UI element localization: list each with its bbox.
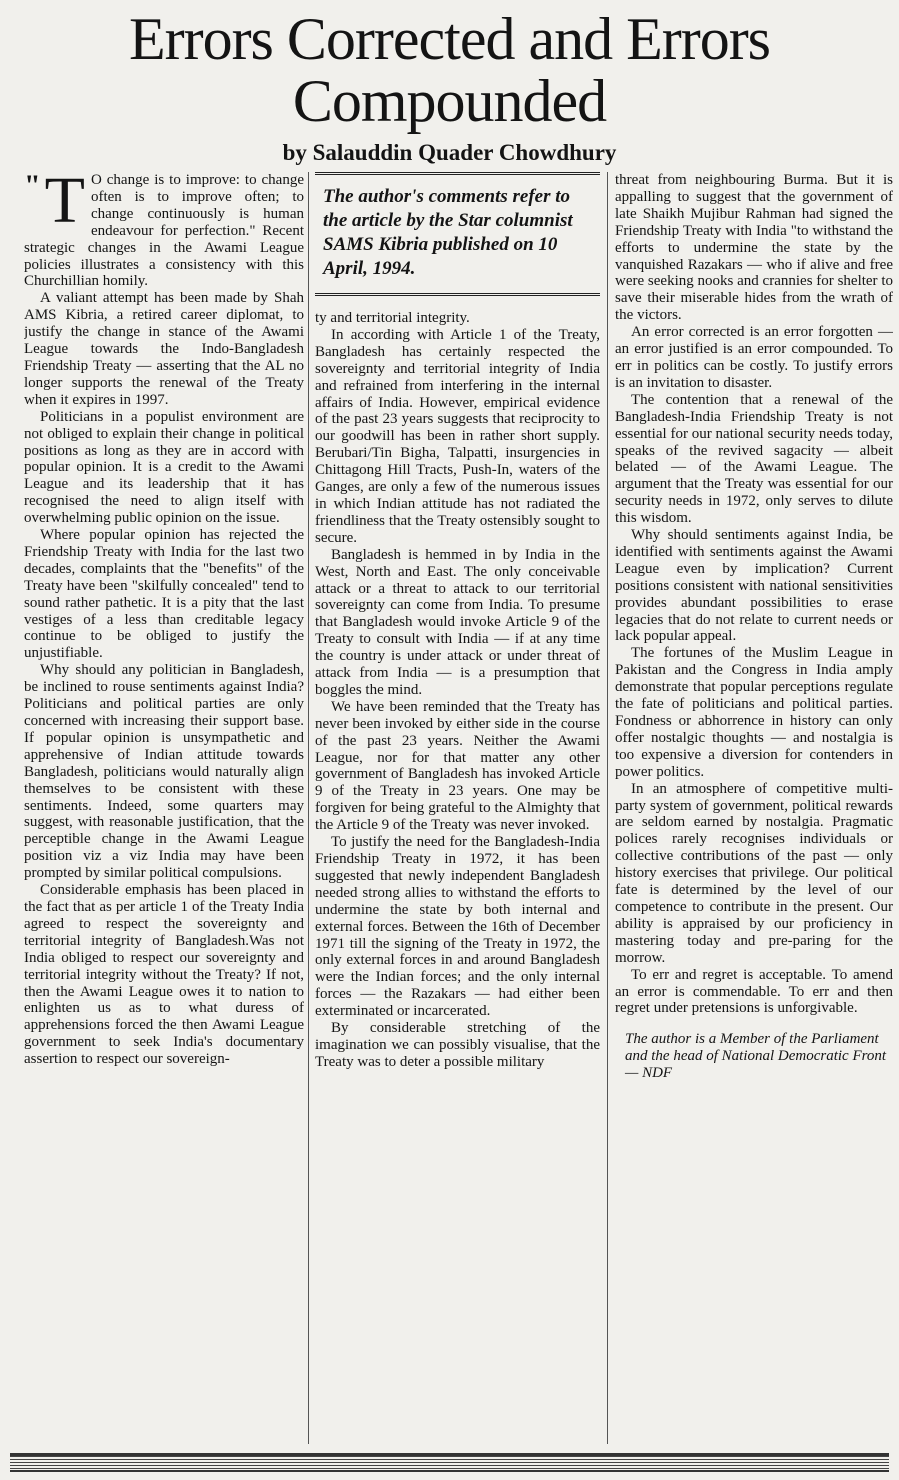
paragraph: Politicians in a populist environment are not obliged to explain their change in political positions as long as they are in accord with popular opinion. It is a credit to the Awami League and its leadership that it has recognised the need to align itself with overwhelming public opinion on the issue. [24,408,304,527]
paragraph: To justify the need for the Bangladesh-India Friendship Treaty in 1972, it has been suggested that newly independent Bangladesh needed strong allies to withstand the efforts to undermine the state by both internal and external forces. Between the 16th of December 1971 till the signing of the Treaty in 1972, the only external forces in and around Bangladesh were the Indian forces; and the only internal forces — the Razakars — had either been exterminated or incarcerated. [315,834,600,1020]
column-rule-left [308,172,309,1444]
paragraph: In according with Article 1 of the Treaty, Bangladesh has certainly respected the sovereignty and territorial integrity of India and refrained from interfering in the internal affairs of India. However, empirical evidence of the past 23 years suggests that reciprocity to our goodwill has been in rather short supply. Berubari/Tin Bigha, Talpatti, insurgencies in Chittagong Hill Tracts, Push-In, waters of the Ganges, are only a few of the numerous issues in which Indian attitude has not radiated the friendliness that the Treaty ostensibly sought to secure. [315,326,600,546]
paragraph: threat from neighbouring Burma. But it is appalling to suggest that the government of late Shaikh Mujibur Rahman had signed the Friendship Treaty with India "to withstand the efforts to undermine the state by the vanquished Razakars — who if alive and free were seeking nooks and crannies for shelter to save their miserable hides from the wrath of the victors. [615,172,893,324]
column-rule-right [607,172,608,1444]
paragraph: Why should sentiments against India, be identified with sentiments against the Awami League even by implication? Current positions consistent with national sensitivities provides abundant possibilities to erase legacies that do not relate to current needs or lack popular appeal. [615,527,893,645]
paragraph: To err and regret is acceptable. To amend an error is commendable. To err and then regret under pretensions is unforgivable. [615,966,893,1017]
paragraph: Considerable emphasis has been placed in the fact that as per article 1 of the Treaty India agreed to respect the sovereignty and territorial integrity of Bangladesh.Was not India obliged to respect our sovereignty and territorial integrity without the Treaty? If not, then the Awami League owes it to nation to enlighten us as to what duress of apprehensions forced the then Awami League government to seek India's documentary assertion to respect our sovereign- [24,882,304,1068]
paragraph: A valiant attempt has been made by Shah AMS Kibria, a retired career diplomat, to justify the change in stance of the Awami League towards the Indo-Bangladesh Friendship Treaty — asserting that the AL no longer supports the renewal of the Treaty when it expires in 1997. [24,290,304,408]
paragraph: Where popular opinion has rejected the Friendship Treaty with India for the last two decades, complaints that the "benefits" of the Treaty have been "skilfully concealed" tend to sound rather pathetic. It is a pity that the last vestiges of a less than creditable legacy continue to be obliged to justify the unjustifiable. [24,527,304,662]
paragraph: Why should any politician in Bangladesh, be inclined to rouse sentiments against India? Politicians and political parties are only concerned with increasing their support base. If popular opinion is unsympathetic and apprehensive of Indian attitude towards Bangladesh, politicians would naturally align themselves to be consistent with these sentiments. Indeed, some quarters may suggest, with reasonable justification, that the perceptible change in the Awami League position viz a viz India may have been prompted by similar political compulsions. [24,662,304,882]
paragraph: An error corrected is an error forgotten — an error justified is an error compounded. To err in politics can be costly. To justify errors is an invitation to disaster. [615,324,893,391]
paragraph: The contention that a renewal of the Bangladesh-India Friendship Treaty is not essential for our national security needs today, speaks of the revived sagacity — albeit belated — of the Awami League. The argument that the Treaty was essential for our security needs in 1972, only serves to dilute this wisdom. [615,391,893,527]
pull-quote: The author's comments refer to the article by the Star columnist SAMS Kibria published on 10 April, 1994. [315,172,600,296]
paragraph: Bangladesh is hemmed in by India in the West, North and East. The only conceivable attack or a threat to attack to our territorial sovereignty can come from India. To presume that Bangladesh would invoke Article 9 of the Treaty to consult with India — if at any time the country is under attack or under threat of attack from India — is a presumption that boggles the mind. [315,546,600,698]
headline: Errors Corrected and Errors Compounded [128,6,771,134]
paragraph [24,172,304,290]
paragraph: The fortunes of the Muslim League in Pakistan and the Congress in India amply demonstrate that popular perceptions regulate the fate of politicians and political parties. Fondness or abhorrence in history can only offer nostalgic thoughts — and nostalgia is too expensive a diversion for contenders in power politics. [615,645,893,780]
paragraph-text: O change is to improve: to change often is to improve often; to change continuously is human endeavour for perfection." Recent strategic changes in the Awami League policies illustrates a consistency with this Churchillian homily. [24,172,304,290]
paragraph: ty and territorial integrity. [315,310,470,326]
column-2 [315,172,600,1442]
byline: by Salauddin Quader Chowdhury [282,140,617,165]
open-quote: " [24,172,41,202]
column-1 [24,172,304,1442]
paragraph: In an atmosphere of competitive multi-party system of government, political rewards are seldom earned by nostalgia. Pragmatic polices rarely recognises individuals or collective contributions of the past — only history exercises that privilege. Our political fate is determined by the level of our competence to contribute in the present. Our ability is appraised by our proficiency in mastering today and pre-paring for the morrow. [615,780,893,966]
bottom-rule [10,1453,889,1472]
column-3 [615,172,893,1442]
paragraph: By considerable stretching of the imagination we can possibly visualise, that the Treaty was to deter a possible military [315,1020,600,1070]
drop-cap: T [44,172,85,237]
author-note: The author is a Member of the Parliament and the head of National Democratic Front — NDF [625,1031,887,1082]
paragraph: We have been reminded that the Treaty has never been invoked by either side in the course of the past 23 years. Neither the Awami League, nor for that matter any other government of Bangladesh has invoked Article 9 of the Treaty in 23 years. One may be forgiven for being grateful to the Almighty that the Article 9 of the Treaty was never invoked. [315,698,600,834]
